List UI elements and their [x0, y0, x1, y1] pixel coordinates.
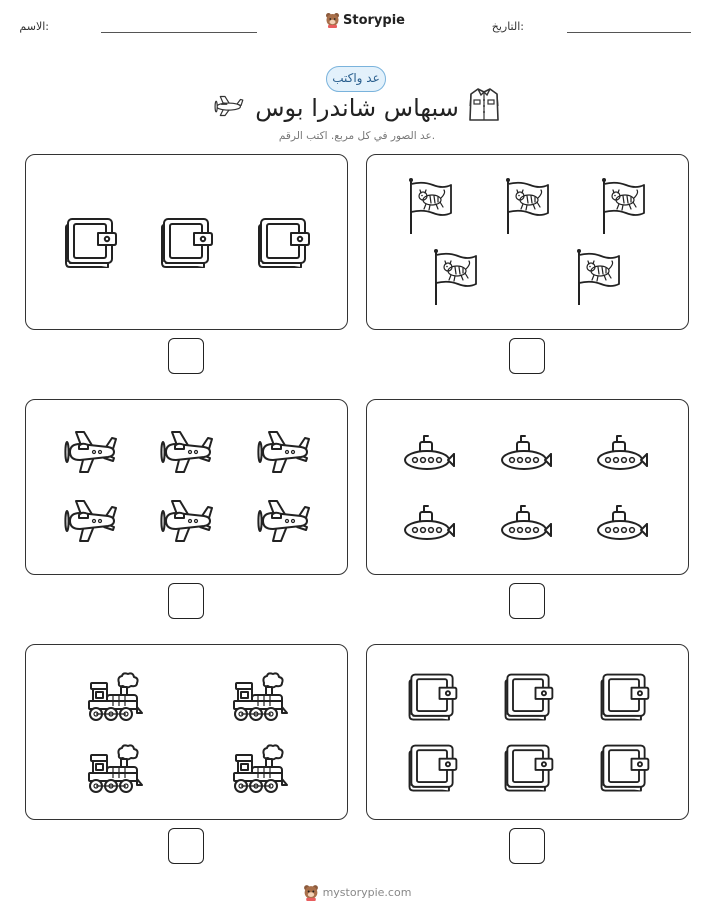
name-field[interactable]	[101, 32, 257, 33]
submarine-icon	[595, 432, 651, 478]
instruction-text: عد الصور في كل مربع. اكتب الرقم.	[278, 130, 436, 142]
book-icon	[154, 211, 218, 275]
counting-panel-trains	[25, 644, 348, 820]
name-label: الاسم:	[19, 20, 49, 33]
answer-box-airplanes[interactable]	[168, 583, 204, 619]
footer	[0, 884, 714, 901]
tiger-flag-icon	[598, 176, 648, 236]
airplane-icon	[62, 497, 118, 545]
activity-badge: عد واكتب	[326, 66, 386, 92]
submarine-icon	[499, 502, 555, 548]
bear-icon	[303, 884, 319, 901]
worksheet-title: سبهاس شاندرا بوس	[255, 94, 459, 122]
answer-box-books[interactable]	[168, 338, 204, 374]
uniform-jacket-icon	[468, 86, 500, 126]
tiger-flag-icon	[573, 247, 623, 307]
airplane-icon	[158, 497, 214, 545]
airplane-icon	[255, 497, 311, 545]
book-icon	[498, 667, 558, 727]
book-icon	[498, 738, 558, 798]
answer-box-flags[interactable]	[509, 338, 545, 374]
footer-url: mystorypie.com	[322, 886, 412, 899]
steam-train-icon	[230, 743, 288, 797]
book-icon	[251, 211, 315, 275]
tiger-flag-icon	[430, 247, 480, 307]
submarine-icon	[402, 432, 458, 478]
answer-box-trains[interactable]	[168, 828, 204, 864]
steam-train-icon	[85, 671, 143, 725]
brand-logo	[325, 12, 405, 28]
book-icon	[402, 667, 462, 727]
steam-train-icon	[230, 671, 288, 725]
date-field[interactable]	[567, 32, 691, 33]
brand-name: Storypie	[343, 12, 405, 28]
book-icon	[58, 211, 122, 275]
book-icon	[402, 738, 462, 798]
date-label: التاريخ:	[491, 20, 524, 33]
answer-box-books-2[interactable]	[509, 828, 545, 864]
bear-icon	[325, 12, 340, 28]
counting-panel-airplanes	[25, 399, 348, 575]
tiger-flag-icon	[405, 176, 455, 236]
book-icon	[594, 738, 654, 798]
answer-box-submarines[interactable]	[509, 583, 545, 619]
book-icon	[594, 667, 654, 727]
submarine-icon	[499, 432, 555, 478]
submarine-icon	[595, 502, 651, 548]
airplane-icon	[255, 428, 311, 476]
counting-panel-submarines	[366, 399, 689, 575]
submarine-icon	[402, 502, 458, 548]
tiger-flag-icon	[502, 176, 552, 236]
airplane-icon	[158, 428, 214, 476]
steam-train-icon	[85, 743, 143, 797]
airplane-icon	[62, 428, 118, 476]
